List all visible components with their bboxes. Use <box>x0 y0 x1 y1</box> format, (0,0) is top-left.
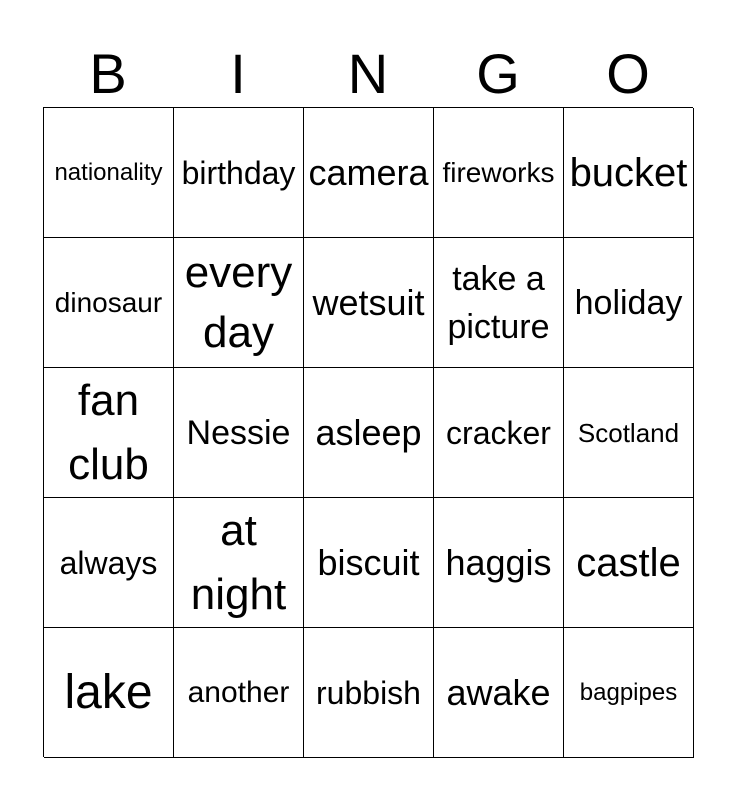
cell-word: bucket <box>569 150 688 195</box>
bingo-header <box>43 40 693 108</box>
bingo-cell[interactable] <box>44 628 174 758</box>
cell-word: Scotland <box>577 417 680 448</box>
bingo-cell[interactable] <box>44 108 174 238</box>
cell-word: lake <box>64 665 153 719</box>
bingo-board <box>43 107 693 757</box>
cell-word: nationality <box>54 158 163 186</box>
header-letter-n: N <box>347 42 389 105</box>
cell-word: cracker <box>446 414 551 451</box>
bingo-cell[interactable] <box>434 628 564 758</box>
bingo-cell[interactable] <box>174 238 304 368</box>
cell-word: take a picture <box>447 259 550 346</box>
cell-word: castle <box>576 540 681 585</box>
bingo-cell[interactable] <box>174 368 304 498</box>
cell-word: awake <box>446 671 551 713</box>
bingo-cell[interactable] <box>174 628 304 758</box>
cell-word: fireworks <box>442 156 555 188</box>
bingo-cell[interactable] <box>174 108 304 238</box>
header-letter-i: I <box>230 42 246 105</box>
bingo-cell[interactable] <box>44 498 174 628</box>
cell-word: camera <box>308 151 429 193</box>
bingo-cell[interactable] <box>304 628 434 758</box>
bingo-cell[interactable] <box>434 368 564 498</box>
bingo-cell[interactable] <box>434 238 564 368</box>
cell-word: haggis <box>445 541 552 583</box>
cell-word: holiday <box>574 283 683 322</box>
bingo-cell[interactable] <box>564 368 694 498</box>
cell-word: birthday <box>181 154 296 191</box>
bingo-cell[interactable] <box>44 368 174 498</box>
cell-word: fan club <box>68 375 149 489</box>
cell-word: dinosaur <box>54 286 163 318</box>
cell-word: rubbish <box>316 674 421 711</box>
cell-word: biscuit <box>317 541 420 583</box>
header-letter-g: G <box>476 42 520 105</box>
bingo-cell[interactable] <box>174 498 304 628</box>
cell-word: wetsuit <box>312 281 425 323</box>
bingo-cell[interactable] <box>304 498 434 628</box>
cell-word: at night <box>190 505 287 619</box>
cell-word: every day <box>184 247 293 357</box>
bingo-cell[interactable] <box>434 108 564 238</box>
bingo-cell[interactable] <box>304 368 434 498</box>
bingo-cell[interactable] <box>564 238 694 368</box>
bingo-cell[interactable] <box>44 238 174 368</box>
cell-word: asleep <box>315 411 422 453</box>
header-letter-b: B <box>89 42 127 105</box>
cell-word: always <box>59 544 158 581</box>
bingo-cell[interactable] <box>434 498 564 628</box>
cell-word: bagpipes <box>579 678 678 706</box>
bingo-cell[interactable] <box>564 108 694 238</box>
bingo-cell[interactable] <box>304 108 434 238</box>
cell-word: Nessie <box>186 413 291 452</box>
bingo-cell[interactable] <box>564 628 694 758</box>
bingo-cell[interactable] <box>304 238 434 368</box>
header-letter-o: O <box>606 42 650 105</box>
bingo-cell[interactable] <box>564 498 694 628</box>
cell-word: another <box>187 675 290 709</box>
